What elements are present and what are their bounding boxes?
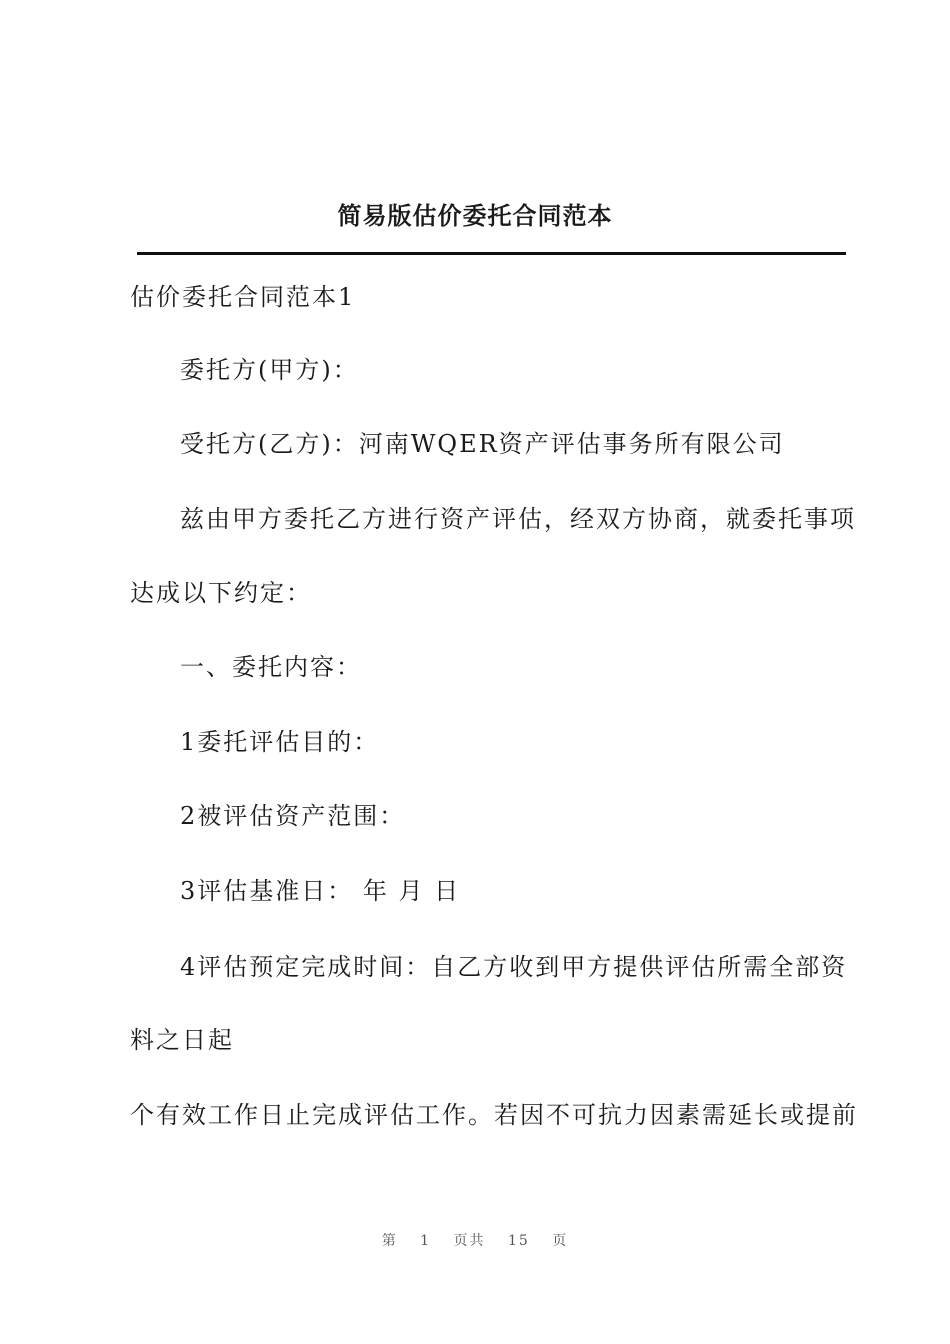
clause-item: 4评估预定完成时间：自乙方收到甲方提供评估所需全部资	[180, 953, 848, 981]
document-title: 简易版估价委托合同范本	[337, 202, 613, 230]
section-heading: 估价委托合同范本1	[130, 283, 356, 311]
page-footer	[0, 1230, 950, 1250]
clause-item-continuation: 料之日起	[130, 1026, 234, 1054]
footer-total-pages: 15	[508, 1233, 530, 1249]
clause-item: 3评估基准日： 年 月 日	[180, 877, 461, 905]
party-a-line: 委托方(甲方)：	[180, 356, 359, 384]
body-paragraph-line: 兹由甲方委托乙方进行资产评估，经双方协商，就委托事项	[180, 505, 856, 533]
title-divider	[137, 252, 846, 255]
party-b-line: 受托方(乙方)：河南WQER资产评估事务所有限公司	[180, 430, 785, 458]
body-paragraph-line: 达成以下约定：	[130, 579, 312, 607]
footer-label: 第	[381, 1233, 398, 1249]
footer-label: 页	[552, 1233, 569, 1249]
footer-label: 页共	[453, 1233, 486, 1249]
clause-item-continuation: 个有效工作日止完成评估工作。若因不可抗力因素需延长或提前	[130, 1101, 858, 1129]
clause-item: 1委托评估目的：	[180, 728, 380, 756]
clause-heading: 一、委托内容：	[180, 653, 362, 681]
footer-current-page: 1	[420, 1233, 432, 1249]
clause-item: 2被评估资产范围：	[180, 802, 406, 830]
